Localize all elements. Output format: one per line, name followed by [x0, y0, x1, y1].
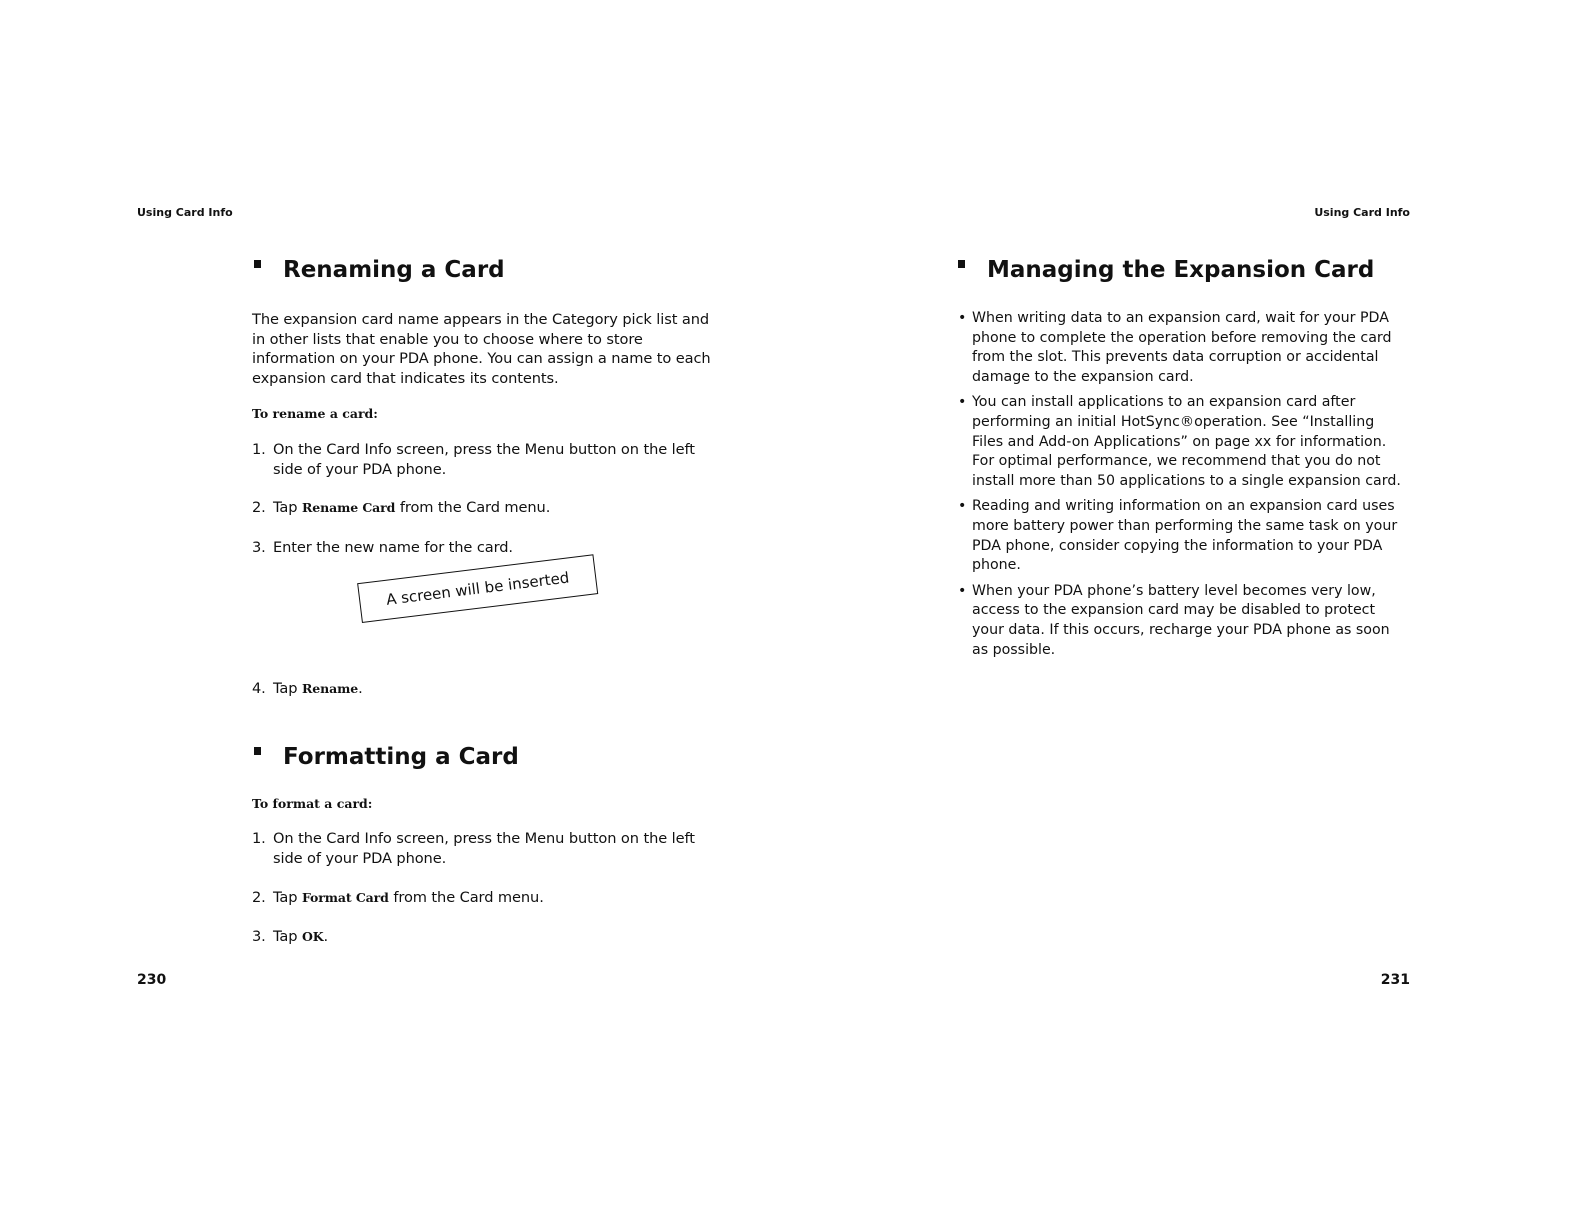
format-step-1: 1. On the Card Info screen, press the Menu button on the left side of your PDA phone.: [252, 830, 695, 867]
rename-procedure-title: To rename a card:: [252, 406, 378, 421]
heading-managing-expansion-card: Managing the Expansion Card: [958, 257, 1374, 283]
format-procedure-title: To format a card:: [252, 796, 373, 811]
rename-step-2: 2. Tap Rename Card from the Card menu.: [252, 499, 551, 516]
screen-placeholder: A screen will be inserted: [357, 554, 598, 623]
rename-step-4: 4. Tap Rename.: [252, 680, 363, 697]
square-bullet-icon: [254, 260, 261, 268]
bullet-item: • Reading and writing information on an expansion card uses more battery power than performing the same task on your PDA phone, consider copying the information to your PDA phone.: [958, 497, 1408, 575]
bullet-item: • You can install applications to an expansion card after performing an initial HotSync®operation. See “Installing Files and Add-on Applications” on page xx for information. For optimal performance, we recommend that you do not install more than 50 applications to a single expansion card.: [958, 393, 1408, 491]
running-head-left: Using Card Info: [137, 206, 233, 219]
square-bullet-icon: [958, 260, 965, 268]
bullet-item: • When writing data to an expansion card, wait for your PDA phone to complete the operation before removing the card from the slot. This prevents data corruption or accidental damage to the expansion card.: [958, 309, 1408, 387]
heading-formatting-card: Formatting a Card: [254, 744, 519, 770]
rename-step-1: 1. On the Card Info screen, press the Menu button on the left side of your PDA phone.: [252, 441, 695, 478]
square-bullet-icon: [254, 747, 261, 755]
bullet-item: • When your PDA phone’s battery level becomes very low, access to the expansion card may be disabled to protect your data. If this occurs, recharge your PDA phone as soon as possible.: [958, 582, 1408, 660]
rename-intro: The expansion card name appears in the Category pick list and in other lists that enable you to choose where to store information on your PDA phone. You can assign a name to each expansion card that indicates its contents.: [252, 311, 711, 387]
heading-renaming-card: Renaming a Card: [254, 257, 505, 283]
page-number-right: 231: [1380, 972, 1410, 988]
running-head-right: Using Card Info: [1314, 206, 1410, 219]
page-number-left: 230: [137, 972, 167, 988]
expansion-card-bullets: [958, 309, 1408, 666]
format-step-2: 2. Tap Format Card from the Card menu.: [252, 889, 544, 906]
rename-step-3: 3. Enter the new name for the card.: [252, 539, 513, 556]
format-step-3: 3. Tap OK.: [252, 928, 329, 945]
